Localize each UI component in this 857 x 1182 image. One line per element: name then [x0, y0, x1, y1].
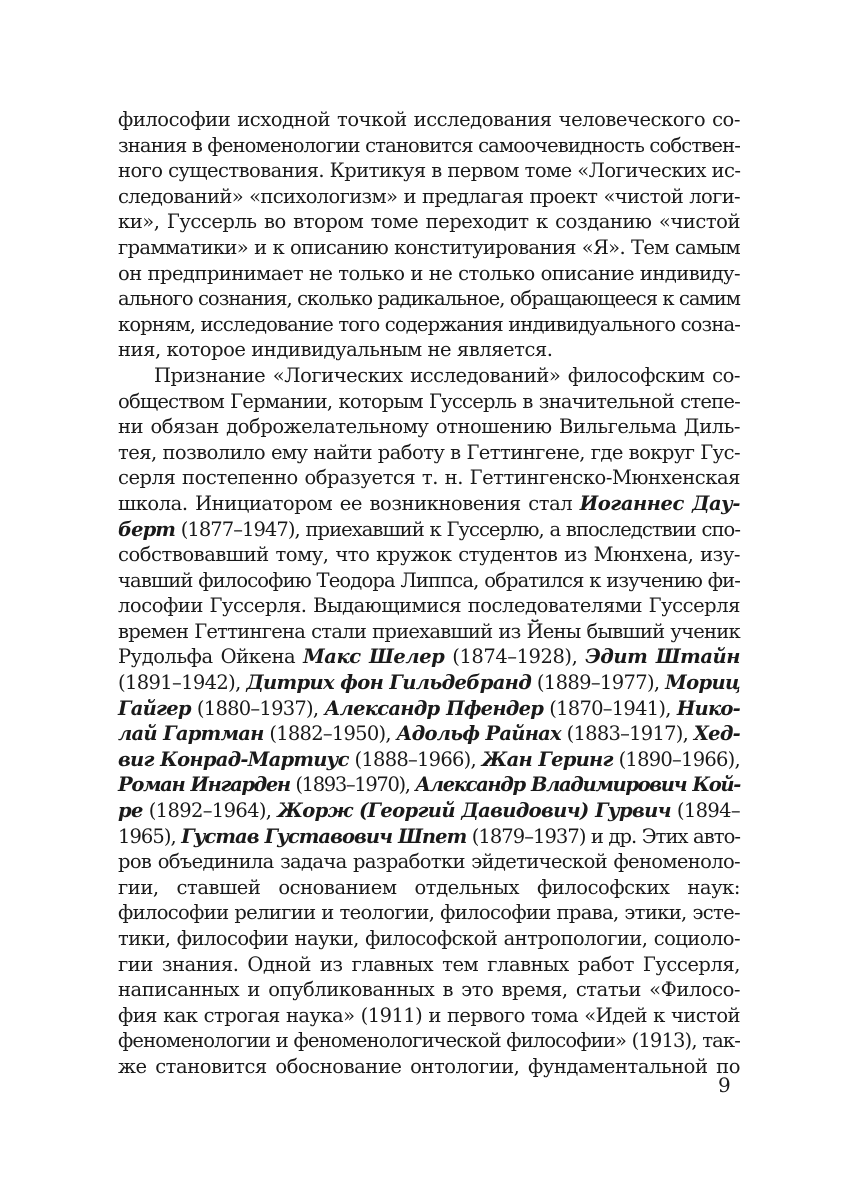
text-segment: (1888–1966), [348, 747, 482, 771]
text-segment: ров объединила задача разработки эйдетической феноменоло- [118, 850, 740, 874]
text-segment: ния, которое индивидуальным не является. [118, 338, 553, 362]
text-line [118, 312, 740, 338]
text-line [118, 747, 740, 773]
text-segment: 1965), [118, 824, 182, 848]
bold-italic-name: Хед- [693, 722, 740, 746]
bold-italic-name: Дитрих фон Гильдебранд [246, 671, 532, 695]
bold-italic-name: лай Гартман [118, 722, 264, 746]
text-segment: следований» «психологизм» и предлагая проект «чистой логи- [118, 184, 740, 208]
text-line [118, 107, 740, 133]
text-line [118, 619, 740, 645]
text-segment: (1880–1937), [190, 696, 325, 720]
text-line [118, 772, 740, 798]
text-segment: феноменологии и феноменологической философии» (1913), так- [118, 1029, 740, 1053]
text-line [118, 414, 740, 440]
text-segment: же становится обоснование онтологии, фундаментальной по [118, 1054, 740, 1078]
bold-italic-name: Жан Геринг [481, 747, 613, 771]
text-segment: грамматики» и к описанию конституирования «Я». Тем самым [118, 235, 740, 259]
text-line [118, 235, 740, 261]
text-line [118, 798, 740, 824]
text-segment: гии знания. Одной из главных тем главных работ Гуссерля, [118, 952, 740, 976]
text-line [118, 1054, 740, 1080]
bold-italic-name: Густав Густавович Шпет [181, 824, 467, 848]
text-line [118, 1003, 740, 1029]
text-segment: гии, ставшей основанием отдельных философских наук: [118, 875, 740, 899]
text-segment: (1894– [670, 799, 740, 823]
text-segment: корням, исследование того содержания индивидуального созна- [118, 312, 740, 336]
text-segment: ного существования. Критикуя в первом томе «Логических ис- [118, 159, 741, 183]
text-segment: (1889–1977), [531, 671, 666, 695]
bold-italic-name: Жорж (Георгий Давидович) Гурвич [277, 799, 671, 823]
bold-italic-name: ре [118, 799, 143, 823]
text-segment: (1874–1928), [444, 645, 586, 669]
text-line [118, 952, 740, 978]
text-segment: (1883–1917), [560, 722, 694, 746]
text-line [118, 542, 740, 568]
text-segment: знания в феноменологии становится самоочевидность собствен- [118, 133, 740, 157]
text-line [118, 286, 740, 312]
text-segment: чавший философию Теодора Липпса, обратился к изучению фи- [118, 568, 740, 592]
text-line [118, 977, 740, 1003]
bold-italic-name: Макс Шелер [303, 645, 445, 669]
text-segment: ни обязан доброжелательному отношению Вильгельма Диль- [118, 415, 740, 439]
text-line [118, 337, 740, 363]
text-line [118, 568, 740, 594]
text-segment: Признание «Логических исследований» философским со- [154, 363, 740, 387]
text-segment: написанных и опубликованных в это время, статьи «Филосо- [118, 978, 740, 1002]
text-line [118, 158, 740, 184]
text-segment: Рудольфа Ойкена [118, 645, 304, 669]
bold-italic-name: Нико- [676, 696, 740, 720]
bold-italic-name: берт [118, 517, 175, 541]
text-segment: ки», Гуссерль во втором томе переходит к созданию «чистой [118, 210, 740, 234]
text-line [118, 184, 740, 210]
text-line [118, 389, 740, 415]
text-segment: (1893–1970), [289, 773, 416, 797]
text-line [118, 926, 740, 952]
text-segment: времен Геттингена стали приехавший из Йены бывший ученик [118, 619, 740, 643]
text-line [118, 670, 740, 696]
text-line [118, 517, 740, 543]
text-segment: (1882–1950), [263, 722, 397, 746]
text-line [118, 900, 740, 926]
text-segment: философии исходной точкой исследования человеческого со- [118, 108, 740, 131]
text-segment: собствовавший тому, что кружок студентов из Мюнхена, изу- [118, 543, 740, 567]
bold-italic-name: Роман Ингарден [118, 773, 290, 797]
text-line [118, 261, 740, 287]
bold-italic-name: Мориц [665, 671, 740, 695]
text-line [118, 209, 740, 235]
text-line [118, 465, 740, 491]
text-line [118, 721, 740, 747]
text-line [118, 363, 740, 389]
text-line [118, 824, 740, 850]
bold-italic-name: Александр Пфендер [324, 696, 544, 720]
text-line [118, 133, 740, 159]
bold-italic-name: виг Конрад-Мартиус [118, 747, 349, 771]
text-line [118, 491, 740, 517]
text-line [118, 875, 740, 901]
text-segment: тики, философии науки, философской антропологии, социоло- [118, 927, 740, 950]
text-segment: (1877–1947), приехавший к Гуссерлю, а впоследствии спо- [174, 517, 740, 541]
text-segment: (1890–1966), [612, 747, 740, 771]
text-segment: ального сознания, сколько радикальное, обращающееся к самим [118, 287, 740, 311]
paragraph [118, 363, 740, 1080]
text-segment: школа. Инициатором ее возникновения стал [118, 491, 580, 515]
text-segment: (1892–1964), [142, 799, 278, 823]
bold-italic-name: Эдит Штайн [585, 645, 740, 669]
text-segment: (1879–1937) и др. Этих авто- [466, 824, 741, 848]
bold-italic-name: Иоганнес Дау- [579, 491, 740, 515]
text-line [118, 1028, 740, 1054]
bold-italic-name: Гайгер [118, 696, 191, 720]
text-segment: фия как строгая наука» (1911) и первого тома «Идей к чистой [118, 1003, 740, 1027]
bold-italic-name: Адольф Райнах [396, 722, 561, 746]
text-line [118, 593, 740, 619]
page-number: 9 [718, 1073, 731, 1097]
paragraph [118, 107, 740, 363]
text-line [118, 849, 740, 875]
text-line [118, 644, 740, 670]
text-line [118, 696, 740, 722]
text-segment: он предпринимает не только и не столько описание индивиду- [118, 261, 740, 285]
text-segment: тея, позволило ему найти работу в Геттингене, где вокруг Гус- [118, 440, 740, 464]
text-line [118, 440, 740, 466]
text-segment: лософии Гуссерля. Выдающимися последователями Гуссерля [118, 594, 740, 618]
text-segment: (1891–1942), [118, 671, 247, 695]
bold-italic-name: Александр Владимирович Кой- [415, 773, 740, 797]
text-segment: обществом Германии, которым Гуссерль в значительной степе- [118, 389, 740, 413]
text-segment: серля постепенно образуется т. н. Геттингенско-Мюнхенская [118, 466, 740, 490]
text-segment: философии религии и теологии, философии права, этики, эсте- [118, 901, 740, 925]
body-text [118, 107, 740, 1080]
text-segment: (1870–1941), [543, 696, 677, 720]
